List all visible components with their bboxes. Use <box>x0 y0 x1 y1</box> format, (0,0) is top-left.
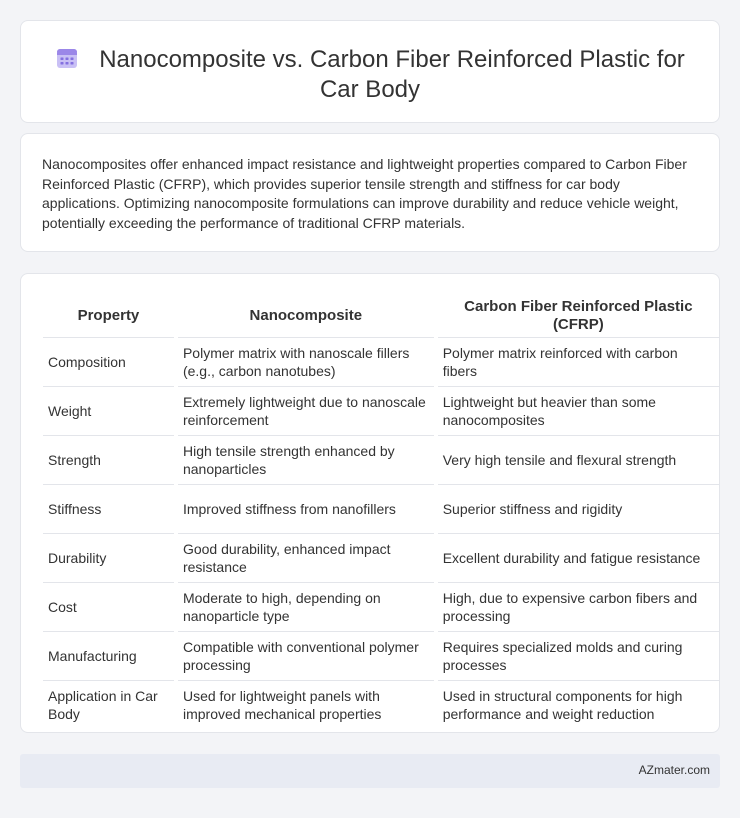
comparison-table-card <box>20 273 720 733</box>
cell-cfrp: Excellent durability and fatigue resistance <box>438 533 719 582</box>
cell-cfrp: Lightweight but heavier than some nanocomposites <box>438 386 719 435</box>
cell-cfrp: Very high tensile and flexural strength <box>438 435 719 484</box>
cell-cfrp: Used in structural components for high performance and weight reduction <box>438 680 719 729</box>
footer-brand: AZmater.com <box>638 763 710 777</box>
table-row <box>43 680 719 729</box>
cell-nanocomposite: Compatible with conventional polymer processing <box>178 631 434 680</box>
table-row <box>43 533 719 582</box>
title-card <box>20 20 720 123</box>
header-cfrp: Carbon Fiber Reinforced Plastic (CFRP) <box>464 297 693 333</box>
summary-text: Nanocomposites offer enhanced impact resistance and lightweight properties compared to Carbon Fiber Reinforced Plastic (CFRP), which provides superior tensile strength and stiffness for car body applications. Optimizing nanocomposite formulations can improve durability and reduce vehicle weight, potentially exceeding the performance of traditional CFRP materials. <box>42 156 687 231</box>
cell-property: Manufacturing <box>43 631 174 680</box>
cell-property: Cost <box>43 582 174 631</box>
header-property: Property <box>77 306 140 324</box>
cell-nanocomposite: High tensile strength enhanced by nanoparticles <box>178 435 434 484</box>
table-row <box>43 484 719 533</box>
cell-nanocomposite: Good durability, enhanced impact resistance <box>178 533 434 582</box>
cell-nanocomposite: Improved stiffness from nanofillers <box>178 484 434 533</box>
table-row <box>43 631 719 680</box>
cell-property: Durability <box>43 533 174 582</box>
comparison-table <box>43 294 719 729</box>
table-row <box>43 386 719 435</box>
summary-card <box>20 133 720 252</box>
cell-property: Weight <box>43 386 174 435</box>
title-line-1: Nanocomposite vs. Carbon Fiber Reinforced Plastic for <box>99 46 685 73</box>
cell-nanocomposite: Moderate to high, depending on nanoparticle type <box>178 582 434 631</box>
table-header-row <box>43 294 719 337</box>
cell-cfrp: Superior stiffness and rigidity <box>438 484 719 533</box>
cell-cfrp: Polymer matrix reinforced with carbon fibers <box>438 337 719 386</box>
cell-nanocomposite: Used for lightweight panels with improved mechanical properties <box>178 680 434 729</box>
table-row <box>43 582 719 631</box>
cell-nanocomposite: Polymer matrix with nanoscale fillers (e.g., carbon nanotubes) <box>178 337 434 386</box>
page-title <box>21 45 719 105</box>
cell-property: Stiffness <box>43 484 174 533</box>
cell-property: Strength <box>43 435 174 484</box>
cell-property: Composition <box>43 337 174 386</box>
footer <box>20 754 720 788</box>
cell-nanocomposite: Extremely lightweight due to nanoscale reinforcement <box>178 386 434 435</box>
table-row <box>43 435 719 484</box>
cell-property: Application in Car Body <box>43 680 174 729</box>
cell-cfrp: High, due to expensive carbon fibers and processing <box>438 582 719 631</box>
calendar-icon <box>55 46 79 70</box>
table-row <box>43 337 719 386</box>
cell-cfrp: Requires specialized molds and curing processes <box>438 631 719 680</box>
title-line-2: Car Body <box>319 76 421 103</box>
header-nanocomposite: Nanocomposite <box>249 306 363 324</box>
